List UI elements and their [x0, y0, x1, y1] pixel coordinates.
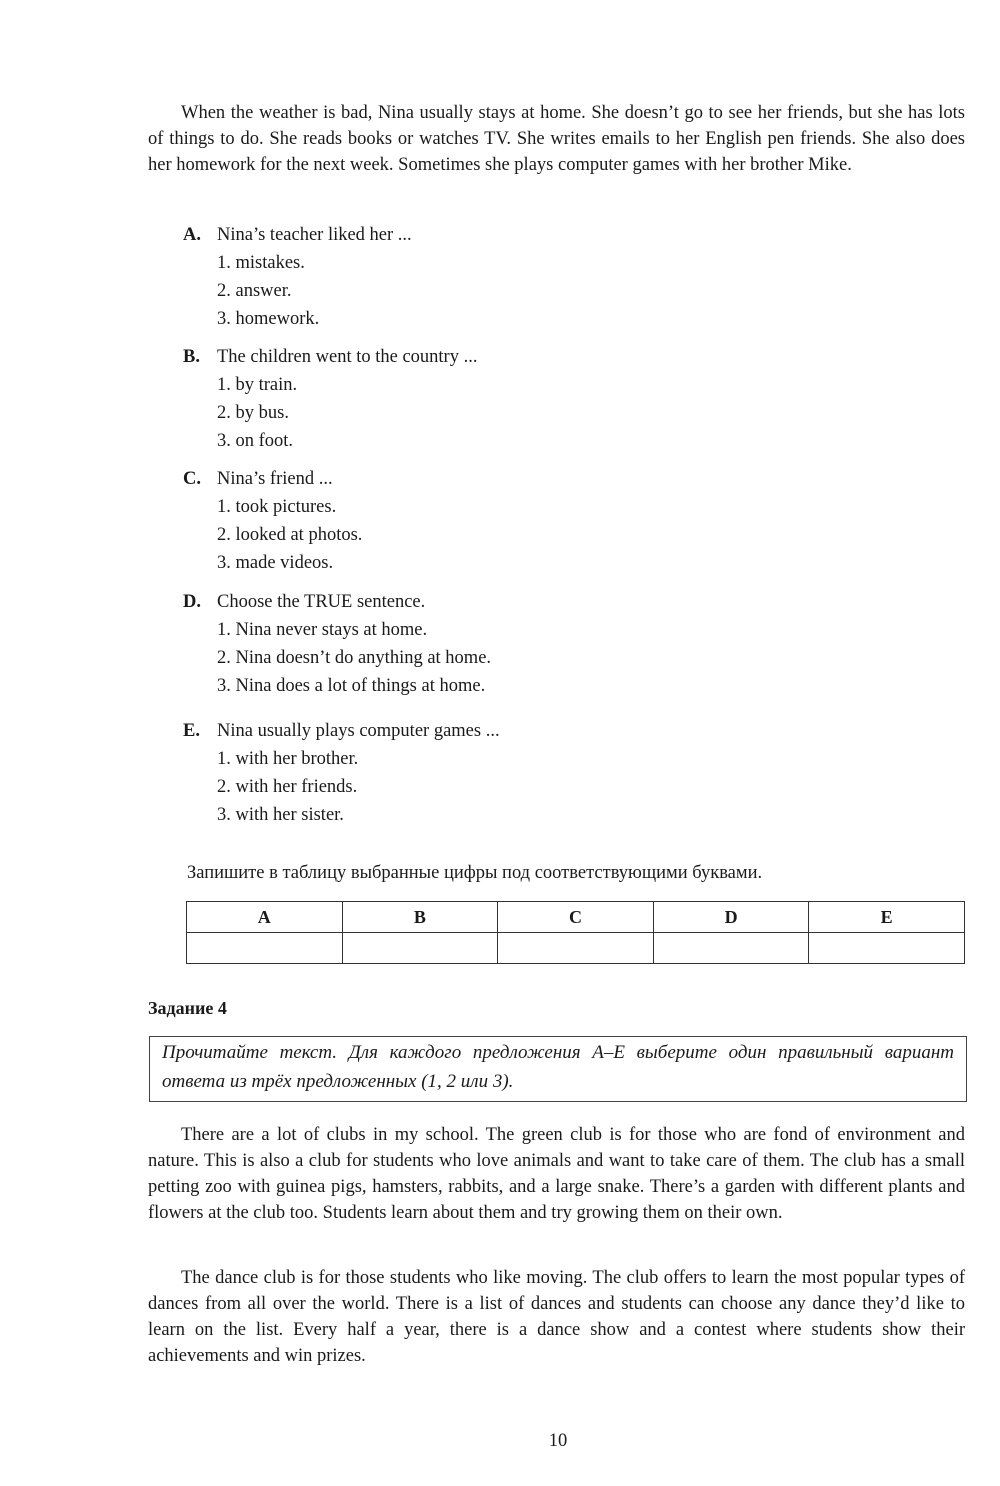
answer-table-header [187, 902, 965, 933]
option: 1. by train. [217, 375, 298, 395]
reading-paragraph: There are a lot of clubs in my school. The green club is for those who are fond of environment and nature. This is also a club for students who love animals and want to take care of them. The club has a small petting zoo with guinea pigs, hamsters, rabbits, and a large snake. There’s a garden with different plants and flowers at the club too. Students learn about them and try growing them on their own. [148, 1125, 965, 1223]
option: 3. on foot. [217, 431, 294, 451]
question-letter: D. [183, 592, 201, 612]
question-d [183, 588, 783, 700]
question-b [183, 343, 783, 455]
intro-paragraph: When the weather is bad, Nina usually stays at home. She doesn’t go to see her friends, but she has lots of things to do. She reads books or watches TV. She writes emails to her English pen friends. She also does her homework for the next week. Sometimes she plays computer games with her brother Mike. [148, 103, 965, 175]
option: 2. with her friends. [217, 777, 358, 797]
answer-cell[interactable] [498, 933, 654, 964]
answer-cell[interactable] [342, 933, 498, 964]
question-stem: Nina usually plays computer games ... [217, 721, 500, 741]
question-stem: The children went to the country ... [217, 347, 478, 367]
answer-table [186, 901, 965, 964]
option: 3. homework. [217, 309, 320, 329]
answer-cell[interactable] [187, 933, 343, 964]
task-instruction-box: Прочитайте текст. Для каждого предложения A–E выберите один правильный вариант ответа из трёх предложенных (1, 2 или 3). [149, 1036, 967, 1102]
question-stem: Choose the TRUE sentence. [217, 592, 426, 612]
question-c [183, 465, 783, 577]
option: 2. answer. [217, 281, 292, 301]
question-stem: Nina’s friend ... [217, 469, 333, 489]
option: 1. Nina never stays at home. [217, 620, 428, 640]
table-instruction: Запишите в таблицу выбранные цифры под соответствующими буквами. [187, 863, 763, 883]
question-a [183, 221, 783, 333]
reading-paragraph: The dance club is for those students who like moving. The club offers to learn the most popular types of dances from all over the world. There is a list of dances and students can choose any dance they’d like to learn on the list. Every half a year, there is a dance show and a contest where students show their achievements and win prizes. [148, 1268, 965, 1366]
option: 1. mistakes. [217, 253, 305, 273]
header-cell: D [653, 902, 809, 933]
option: 3. Nina does a lot of things at home. [217, 676, 486, 696]
task-title: Задание 4 [148, 998, 227, 1018]
option: 2. by bus. [217, 403, 289, 423]
option: 3. made videos. [217, 553, 334, 573]
option: 1. took pictures. [217, 497, 337, 517]
question-letter: E. [183, 721, 200, 741]
question-stem: Nina’s teacher liked her ... [217, 225, 412, 245]
page-number: 10 [548, 1431, 568, 1451]
question-letter: A. [183, 225, 201, 245]
option: 1. with her brother. [217, 749, 359, 769]
answer-table-row [187, 933, 965, 964]
question-letter: B. [183, 347, 200, 367]
question-e [183, 717, 783, 829]
header-cell: A [187, 902, 343, 933]
option: 2. looked at photos. [217, 525, 363, 545]
question-letter: C. [183, 469, 201, 489]
header-cell: E [809, 902, 965, 933]
answer-cell[interactable] [809, 933, 965, 964]
header-cell: C [498, 902, 654, 933]
answer-cell[interactable] [653, 933, 809, 964]
option: 2. Nina doesn’t do anything at home. [217, 648, 492, 668]
header-cell: B [342, 902, 498, 933]
option: 3. with her sister. [217, 805, 344, 825]
